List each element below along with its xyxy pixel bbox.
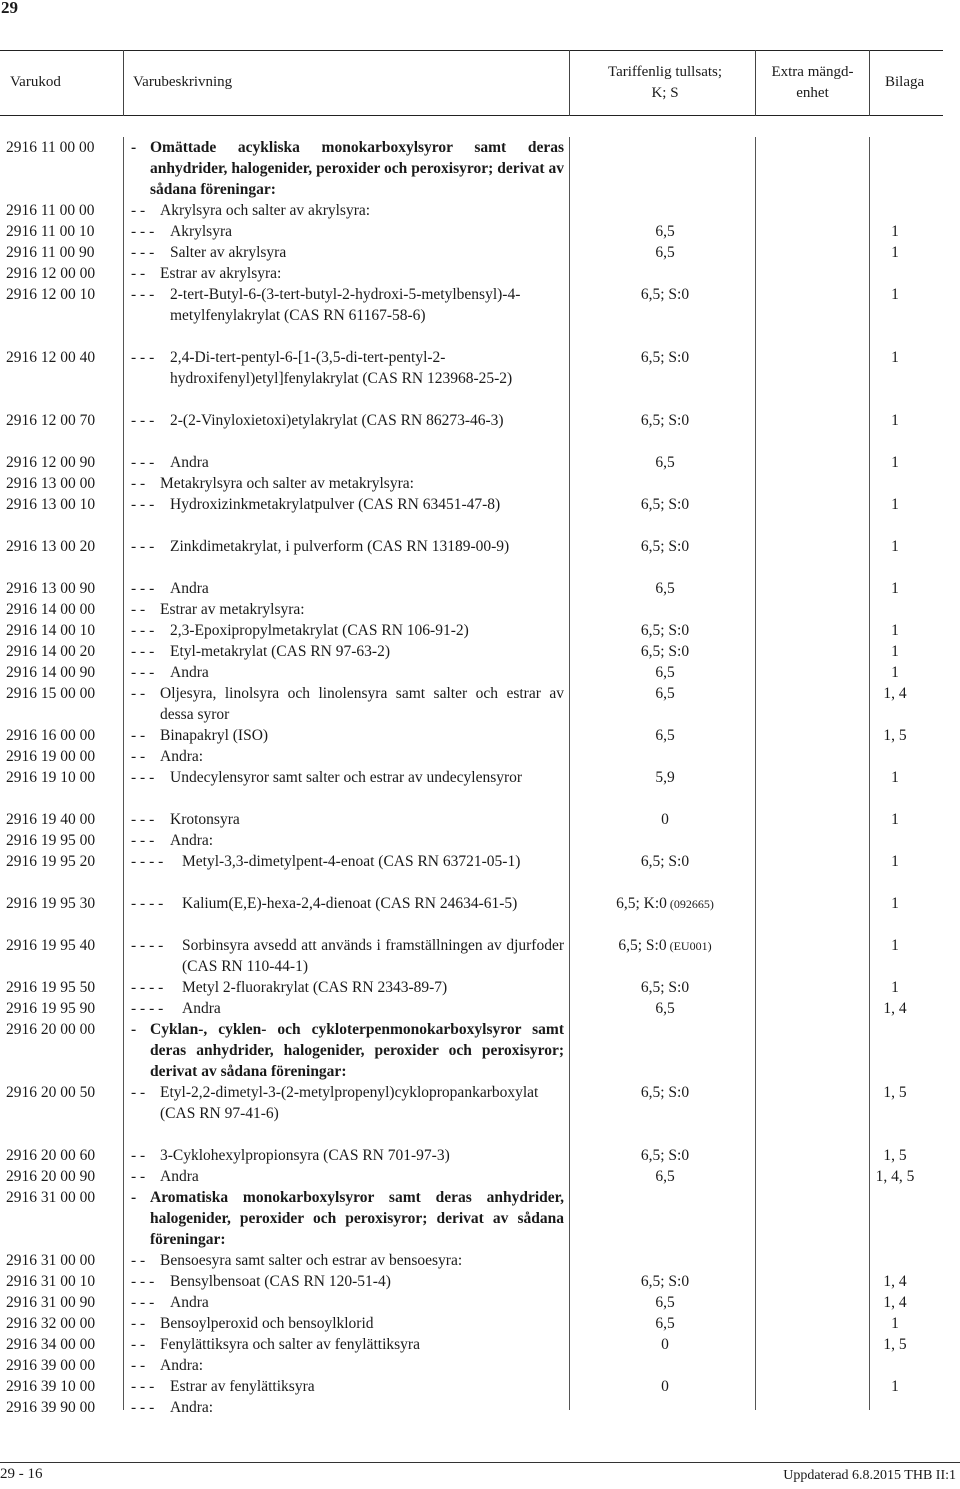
bilaga-ref: 1 xyxy=(891,1378,899,1395)
tariff-rate-value: 6,5 xyxy=(655,727,675,744)
commodity-code: 2916 19 00 00 xyxy=(6,748,96,765)
footer-rule xyxy=(0,1462,960,1463)
commodity-code: 2916 11 00 90 xyxy=(6,244,95,261)
tariff-rate xyxy=(575,851,755,872)
goods-description: Salter av akrylsyra xyxy=(170,244,287,261)
tariff-rate-value: 6,5; S:0 xyxy=(640,622,690,639)
goods-description: 2-(2-Vinyloxietoxi)etylakrylat (CAS RN 86273-46-3) xyxy=(170,412,504,429)
indent-dashes: - - - xyxy=(131,1399,155,1416)
header-divider xyxy=(869,50,870,116)
commodity-code: 2916 11 00 10 xyxy=(6,223,95,240)
tariff-rate xyxy=(575,1145,755,1166)
goods-description: Oljesyra, linolsyra och linolensyra samt salter och estrar av dessa syror xyxy=(160,685,564,723)
header-divider xyxy=(123,50,124,116)
tariff-rate xyxy=(575,1376,755,1397)
header-divider xyxy=(755,50,756,116)
tariff-rate xyxy=(575,620,755,641)
commodity-code: 2916 39 00 00 xyxy=(6,1357,96,1374)
goods-description: Andra xyxy=(170,580,209,597)
tariff-rate-value: 6,5; S:0 xyxy=(618,937,667,954)
tariff-rate-value: 6,5; S:0 xyxy=(640,853,690,870)
goods-description: Zinkdimetakrylat, i pulverform (CAS RN 13189-00-9) xyxy=(170,538,510,555)
header-bottom-rule xyxy=(0,115,943,116)
header-tariff-line1: Tariffenlig tullsats; xyxy=(607,64,723,80)
commodity-code: 2916 13 00 90 xyxy=(6,580,96,597)
indent-dashes: - - - - xyxy=(131,1000,164,1017)
indent-dashes: - - xyxy=(131,475,146,492)
indent-dashes: - - xyxy=(131,601,146,618)
tariff-rate xyxy=(575,683,755,704)
bilaga-ref: 1 xyxy=(891,580,899,597)
indent-dashes: - - xyxy=(131,1252,146,1269)
header-extra xyxy=(760,62,865,104)
tariff-rate xyxy=(575,998,755,1019)
header-varukod: Varukod xyxy=(10,74,61,90)
commodity-code: 2916 20 00 50 xyxy=(6,1084,96,1101)
indent-dashes: - - xyxy=(131,1084,146,1101)
goods-description: Akrylsyra xyxy=(170,223,232,240)
commodity-code: 2916 14 00 20 xyxy=(6,643,96,660)
indent-dashes: - - xyxy=(131,1336,146,1353)
commodity-code: 2916 19 95 30 xyxy=(6,895,96,912)
bilaga-ref: 1 xyxy=(891,454,899,471)
header-bilaga: Bilaga xyxy=(885,74,925,90)
goods-description: Omättade acykliska monokarboxylsyror samt deras anhydrider, halogenider, peroxider och peroxisyror; derivat av sådana föreningar: xyxy=(150,139,564,198)
indent-dashes: - - - xyxy=(131,244,155,261)
indent-dashes: - - xyxy=(131,1168,146,1185)
tariff-rate-value: 6,5; S:0 xyxy=(640,412,690,429)
goods-description: Krotonsyra xyxy=(170,811,240,828)
goods-description: Andra: xyxy=(170,832,214,849)
bilaga-ref: 1 xyxy=(891,643,899,660)
table-header xyxy=(0,50,960,116)
tariff-rate xyxy=(575,284,755,305)
tariff-rate-value: 6,5; S:0 xyxy=(640,1273,690,1290)
tariff-rate xyxy=(575,662,755,683)
bilaga-ref: 1, 4, 5 xyxy=(875,1168,915,1185)
commodity-code: 2916 31 00 90 xyxy=(6,1294,96,1311)
indent-dashes: - - xyxy=(131,202,146,219)
tariff-rate-value: 6,5 xyxy=(655,1294,675,1311)
tariff-rate xyxy=(575,809,755,830)
tariff-rate xyxy=(575,410,755,431)
goods-description: Bensylbensoat (CAS RN 120-51-4) xyxy=(170,1273,391,1290)
tariff-rate xyxy=(575,935,755,957)
bilaga-ref: 1 xyxy=(891,811,899,828)
goods-description: Cyklan-, cyklen- och cykloterpenmonokarboxylsyror samt deras anhydrider, halogenider, peroxider och peroxisyror; derivat av sådana föreningar: xyxy=(150,1021,564,1080)
header-tariff xyxy=(590,62,740,104)
goods-description: Etyl-metakrylat (CAS RN 97-63-2) xyxy=(170,643,390,660)
bilaga-ref: 1 xyxy=(891,244,899,261)
commodity-code: 2916 11 00 00 xyxy=(6,139,95,156)
goods-description: Metakrylsyra och salter av metakrylsyra: xyxy=(160,475,414,492)
commodity-code: 2916 20 00 60 xyxy=(6,1147,96,1164)
tariff-rate xyxy=(575,347,755,368)
commodity-code: 2916 13 00 00 xyxy=(6,475,96,492)
tariff-rate-value: 0 xyxy=(661,811,669,828)
goods-description: Bensoesyra samt salter och estrar av bensoesyra: xyxy=(160,1252,463,1269)
bilaga-ref: 1 xyxy=(891,412,899,429)
commodity-code: 2916 39 90 00 xyxy=(6,1399,96,1416)
tariff-rate xyxy=(575,1334,755,1355)
tariff-rate-value: 6,5 xyxy=(655,685,675,702)
commodity-code: 2916 20 00 90 xyxy=(6,1168,96,1185)
goods-description: Bensoylperoxid och bensoylklorid xyxy=(160,1315,374,1332)
tariff-rate xyxy=(575,242,755,263)
tariff-rate-value: 5,9 xyxy=(655,769,675,786)
goods-description: Metyl-3,3-dimetylpent-4-enoat (CAS RN 63721-05-1) xyxy=(182,853,521,870)
commodity-code: 2916 14 00 10 xyxy=(6,622,96,639)
goods-description: Sorbinsyra avsedd att används i framställningen av djurfoder (CAS RN 110-44-1) xyxy=(182,937,564,975)
goods-description: Estrar av akrylsyra: xyxy=(160,265,282,282)
tariff-rate xyxy=(575,221,755,242)
bilaga-ref: 1 xyxy=(891,622,899,639)
commodity-code: 2916 19 95 20 xyxy=(6,853,96,870)
tariff-rate xyxy=(575,536,755,557)
goods-description: 2-tert-Butyl-6-(3-tert-butyl-2-hydroxi-5-metylbensyl)-4-metylfenylakrylat (CAS RN 61167-58-6) xyxy=(170,286,521,324)
bilaga-ref: 1, 5 xyxy=(883,1084,907,1101)
indent-dashes: - - - - xyxy=(131,895,164,912)
goods-description: Akrylsyra och salter av akrylsyra: xyxy=(160,202,371,219)
tariff-rate-value: 6,5 xyxy=(655,1000,675,1017)
bilaga-ref: 1 xyxy=(891,664,899,681)
indent-dashes: - - xyxy=(131,685,146,702)
goods-description: Andra xyxy=(170,454,209,471)
goods-description: Andra xyxy=(170,664,209,681)
tariff-rate xyxy=(575,1313,755,1334)
commodity-code: 2916 12 00 10 xyxy=(6,286,96,303)
bilaga-ref: 1, 4 xyxy=(883,1273,907,1290)
indent-dashes: - - xyxy=(131,265,146,282)
indent-dashes: - - - xyxy=(131,223,155,240)
commodity-code: 2916 31 00 00 xyxy=(6,1252,96,1269)
commodity-code: 2916 31 00 00 xyxy=(6,1189,96,1206)
commodity-code: 2916 32 00 00 xyxy=(6,1315,96,1332)
commodity-code: 2916 16 00 00 xyxy=(6,727,96,744)
bilaga-ref: 1 xyxy=(891,895,899,912)
tariff-rate xyxy=(575,893,755,915)
indent-dashes: - - xyxy=(131,727,146,744)
indent-dashes: - xyxy=(131,1189,137,1206)
goods-description: Kalium(E,E)-hexa-2,4-dienoat (CAS RN 24634-61-5) xyxy=(182,895,518,912)
goods-description: Andra: xyxy=(170,1399,214,1416)
header-extra-line1: Extra mängd- xyxy=(771,64,854,80)
goods-description: 3-Cyklohexylpropionsyra (CAS RN 701-97-3) xyxy=(160,1147,450,1164)
indent-dashes: - - xyxy=(131,1147,146,1164)
indent-dashes: - - - xyxy=(131,1273,155,1290)
goods-description: Andra: xyxy=(160,1357,204,1374)
goods-description: Estrar av fenylättiksyra xyxy=(170,1378,315,1395)
tariff-rate xyxy=(575,1082,755,1103)
indent-dashes: - - - xyxy=(131,412,155,429)
tariff-rate xyxy=(575,452,755,473)
tariff-rate xyxy=(575,1166,755,1187)
indent-dashes: - - - xyxy=(131,496,155,513)
commodity-code: 2916 14 00 90 xyxy=(6,664,96,681)
indent-dashes: - - - xyxy=(131,1378,155,1395)
commodity-code: 2916 13 00 10 xyxy=(6,496,96,513)
tariff-rate-value: 6,5 xyxy=(655,1168,675,1185)
bilaga-ref: 1, 5 xyxy=(883,727,907,744)
indent-dashes: - - xyxy=(131,748,146,765)
header-divider xyxy=(569,50,570,116)
tariff-rate-value: 6,5; S:0 xyxy=(640,979,690,996)
goods-description: Undecylensyror samt salter och estrar av undecylensyror xyxy=(170,769,523,786)
commodity-code: 2916 31 00 10 xyxy=(6,1273,96,1290)
indent-dashes: - - - xyxy=(131,286,155,303)
bilaga-ref: 1 xyxy=(891,979,899,996)
tariff-rate xyxy=(575,1292,755,1313)
header-varubeskrivning: Varubeskrivning xyxy=(133,74,233,90)
commodity-code: 2916 19 95 90 xyxy=(6,1000,96,1017)
tariff-rate-value: 6,5 xyxy=(655,580,675,597)
bilaga-ref: 1 xyxy=(891,538,899,555)
commodity-code: 2916 19 10 00 xyxy=(6,769,96,786)
tariff-rate-value: 6,5; S:0 xyxy=(640,538,690,555)
commodity-code: 2916 34 00 00 xyxy=(6,1336,96,1353)
indent-dashes: - - - - xyxy=(131,937,164,954)
bilaga-ref: 1 xyxy=(891,853,899,870)
commodity-code: 2916 39 10 00 xyxy=(6,1378,96,1395)
tariff-rate-value: 6,5; S:0 xyxy=(640,1147,690,1164)
bilaga-ref: 1 xyxy=(891,1315,899,1332)
goods-description: Andra: xyxy=(160,748,204,765)
commodity-code: 2916 15 00 00 xyxy=(6,685,96,702)
commodity-code: 2916 20 00 00 xyxy=(6,1021,96,1038)
indent-dashes: - - - xyxy=(131,664,155,681)
indent-dashes: - - - xyxy=(131,622,155,639)
bilaga-ref: 1, 5 xyxy=(883,1336,907,1353)
tariff-rate xyxy=(575,641,755,662)
tariff-rate-value: 6,5 xyxy=(655,244,675,261)
commodity-code: 2916 12 00 40 xyxy=(6,349,96,366)
tariff-rate-value: 6,5 xyxy=(655,1315,675,1332)
indent-dashes: - - - xyxy=(131,832,155,849)
indent-dashes: - - - xyxy=(131,769,155,786)
header-tariff-line2: K; S xyxy=(651,85,679,101)
goods-description: Andra xyxy=(182,1000,221,1017)
tariff-rate-value: 6,5 xyxy=(655,454,675,471)
indent-dashes: - - - - xyxy=(131,853,164,870)
tariff-rate-value: 6,5; S:0 xyxy=(640,496,690,513)
tariff-rate xyxy=(575,1271,755,1292)
commodity-code: 2916 19 40 00 xyxy=(6,811,96,828)
bilaga-ref: 1, 4 xyxy=(883,685,907,702)
bilaga-ref: 1 xyxy=(891,496,899,513)
commodity-code: 2916 11 00 00 xyxy=(6,202,95,219)
goods-description: Hydroxizinkmetakrylatpulver (CAS RN 63451-47-8) xyxy=(170,496,501,513)
tariff-rate-value: 6,5; S:0 xyxy=(640,1084,690,1101)
column-rule xyxy=(755,137,756,1410)
goods-description: 2,3-Epoxipropylmetakrylat (CAS RN 106-91-2) xyxy=(170,622,469,639)
indent-dashes: - xyxy=(131,139,137,156)
commodity-code: 2916 13 00 20 xyxy=(6,538,96,555)
tariff-rate xyxy=(575,977,755,998)
indent-dashes: - - xyxy=(131,1315,146,1332)
bilaga-ref: 1, 4 xyxy=(883,1000,907,1017)
tariff-rate xyxy=(575,725,755,746)
footer-updated: Uppdaterad 6.8.2015 THB II:1 xyxy=(783,1468,956,1483)
commodity-code: 2916 19 95 00 xyxy=(6,832,96,849)
bilaga-ref: 1 xyxy=(891,349,899,366)
indent-dashes: - - - xyxy=(131,454,155,471)
indent-dashes: - xyxy=(131,1021,137,1038)
header-extra-line2: enhet xyxy=(796,85,829,101)
commodity-code: 2916 12 00 90 xyxy=(6,454,96,471)
goods-description: Metyl 2-fluorakrylat (CAS RN 2343-89-7) xyxy=(182,979,448,996)
goods-description: Andra xyxy=(160,1168,199,1185)
indent-dashes: - - - xyxy=(131,643,155,660)
tariff-rate-value: 6,5 xyxy=(655,664,675,681)
footer-page-ref: 29 - 16 xyxy=(0,1466,43,1482)
tariff-rate-value: 6,5 xyxy=(655,223,675,240)
indent-dashes: - - - - xyxy=(131,979,164,996)
commodity-code: 2916 14 00 00 xyxy=(6,601,96,618)
goods-description: Fenylättiksyra och salter av fenylättiksyra xyxy=(160,1336,420,1353)
indent-dashes: - - - xyxy=(131,580,155,597)
commodity-code: 2916 19 95 40 xyxy=(6,937,96,954)
tariff-rate-value: 6,5; S:0 xyxy=(640,643,690,660)
commodity-code: 2916 12 00 70 xyxy=(6,412,96,429)
tariff-rate xyxy=(575,494,755,515)
page-number: 29 xyxy=(1,0,18,17)
header-top-rule xyxy=(0,50,943,51)
goods-description: Estrar av metakrylsyra: xyxy=(160,601,305,618)
goods-description: Binapakryl (ISO) xyxy=(160,727,269,744)
bilaga-ref: 1 xyxy=(891,937,899,954)
indent-dashes: - - xyxy=(131,1357,146,1374)
column-rule xyxy=(569,137,570,1410)
bilaga-ref: 1 xyxy=(891,223,899,240)
indent-dashes: - - - xyxy=(131,538,155,555)
tariff-rate-value: 0 xyxy=(661,1336,669,1353)
tariff-rate-value: 6,5; S:0 xyxy=(640,286,690,303)
tariff-rate-value: 6,5; S:0 xyxy=(640,349,690,366)
tariff-note: (092665) xyxy=(666,897,714,911)
goods-description: Andra xyxy=(170,1294,209,1311)
indent-dashes: - - - xyxy=(131,349,155,366)
bilaga-ref: 1, 4 xyxy=(883,1294,907,1311)
tariff-rate-value: 6,5; K:0 xyxy=(616,895,667,912)
goods-description: Etyl-2,2-dimetyl-3-(2-metylpropenyl)cyklopropankarboxylat (CAS RN 97-41-6) xyxy=(160,1084,539,1122)
bilaga-ref: 1, 5 xyxy=(883,1147,907,1164)
tariff-note: (EU001) xyxy=(666,939,712,953)
bilaga-ref: 1 xyxy=(891,286,899,303)
indent-dashes: - - - xyxy=(131,1294,155,1311)
tariff-rate xyxy=(575,767,755,788)
bilaga-ref: 1 xyxy=(891,769,899,786)
goods-description: 2,4-Di-tert-pentyl-6-[1-(3,5-di-tert-pentyl-2-hydroxifenyl)etyl]fenylakrylat (CAS RN 123968-25-2) xyxy=(170,349,513,387)
commodity-code: 2916 19 95 50 xyxy=(6,979,96,996)
goods-description: Aromatiska monokarboxylsyror samt deras anhydrider, halogenider, peroxider och peroxisyror; derivat av sådana föreningar: xyxy=(150,1189,564,1248)
commodity-code: 2916 12 00 00 xyxy=(6,265,96,282)
tariff-rate-value: 0 xyxy=(661,1378,669,1395)
indent-dashes: - - - xyxy=(131,811,155,828)
tariff-rate xyxy=(575,578,755,599)
